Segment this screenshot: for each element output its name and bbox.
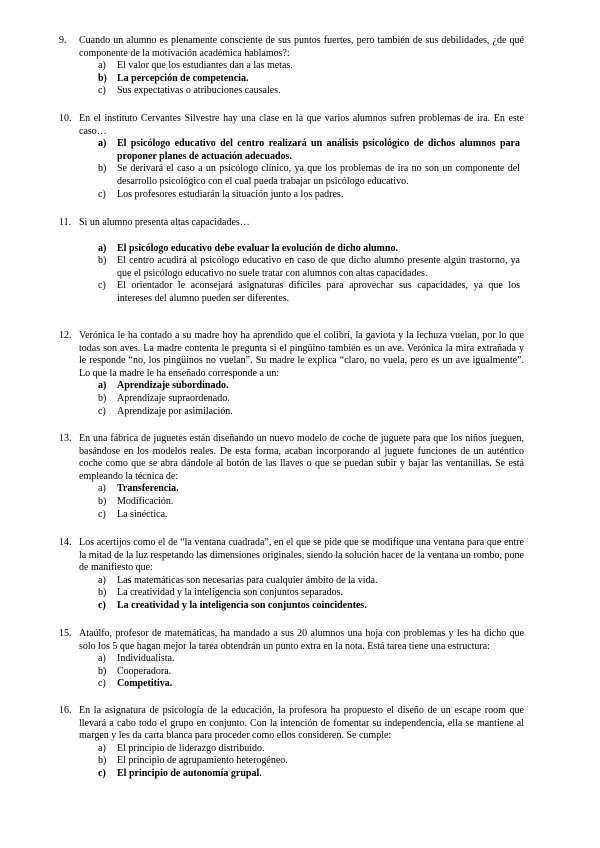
option-b-correct bbox=[62, 73, 524, 86]
option-a-correct bbox=[62, 138, 524, 163]
question-stem: Los acertijos como el de “la ventana cuadrada”, en el que se pide que se modifique una ventana para que entre la mitad de la luz respetando las dimensiones originales, siendo la solución hacer de la ventana un rombo, pone de manifiesto que: bbox=[79, 537, 524, 574]
option-text: Cooperadora. bbox=[117, 665, 172, 677]
question-13 bbox=[59, 433, 524, 521]
option-text: El principio de agrupamiento heterogéneo. bbox=[117, 755, 288, 767]
option-text: Los profesores estudiarán la situación junto a los padres. bbox=[117, 188, 344, 200]
option-c bbox=[62, 280, 524, 305]
option-letter: c) bbox=[98, 405, 106, 417]
option-letter: b) bbox=[98, 72, 107, 84]
option-letter: b) bbox=[98, 163, 107, 175]
option-letter: c) bbox=[98, 678, 106, 690]
question-stem: En el instituto Cervantes Silvestre hay una clase en la que varios alumnos sufren problemas de ira. En este caso… bbox=[79, 113, 524, 137]
question-number: 9. bbox=[59, 35, 67, 46]
option-text: Individualista. bbox=[117, 653, 175, 665]
question-number: 14. bbox=[59, 537, 72, 548]
question-number: 16. bbox=[59, 705, 72, 716]
option-letter: c) bbox=[98, 188, 106, 200]
option-letter: b) bbox=[98, 587, 107, 599]
option-c-correct bbox=[62, 768, 524, 781]
option-b bbox=[62, 666, 524, 679]
option-c bbox=[62, 406, 524, 419]
option-b bbox=[62, 587, 524, 600]
option-text: Modificación. bbox=[117, 495, 174, 507]
option-text: El centro acudirá al psicólogo educativo en caso de que dicho alumno presente algún trastorno, ya que el psicólogo educativo no suele tratar con alumnos con altas capacidades. bbox=[117, 255, 520, 279]
option-a-correct bbox=[62, 243, 524, 256]
options-list bbox=[62, 243, 524, 306]
option-letter: a) bbox=[98, 380, 107, 392]
option-c bbox=[62, 509, 524, 522]
option-b bbox=[62, 496, 524, 509]
question-stem: En una fábrica de juguetes están diseñando un nuevo modelo de coche de juguete para que los niños jueguen, basándose en los modelos reales. De esta forma, acaban incorporando al juguete funciones de un auténtico coche como que se abra dándole al botón de las llaves o que se puedan subir y bajar las ventanillas. Se está empleando la técnica de: bbox=[79, 433, 524, 482]
option-text: La creatividad y la inteligencia son conjuntos separados. bbox=[117, 587, 344, 599]
option-text: El psicólogo educativo del centro realizará un análisis psicológico de dichos alumnos para proponer planes de actuación adecuados. bbox=[117, 138, 520, 162]
question-stem: Ataúlfo, profesor de matemáticas, ha mandado a sus 20 alumnos una hoja con problemas y les ha dicho que solo los 5 que hagan mejor la tarea obtendrán un punto extra en la nota. Está tarea tiene una estructura: bbox=[79, 628, 524, 652]
question-stem: Cuando un alumno es plenamente consciente de sus puntos fuertes, pero también de sus debilidades, ¿de qué componente de la motivación académica hablamos?: bbox=[79, 35, 524, 59]
option-letter: c) bbox=[98, 599, 106, 611]
option-text: Se derivará el caso a un psicólogo clínico, ya que los problemas de ira no son un componente del desarrollo psicológico con el cual pueda trabajar un psicólogo educativo. bbox=[117, 163, 520, 187]
option-text: La sinéctica. bbox=[117, 508, 168, 520]
option-text: Las matemáticas son necesarias para cualquier ámbito de la vida. bbox=[117, 574, 378, 586]
option-text: El orientador le aconsejará asignaturas difíciles para aprovechar sus capacidades, ya que los intereses del alumno pueden ser diferentes. bbox=[117, 280, 520, 304]
option-text: El psicólogo educativo debe evaluar la evolución de dicho alumno. bbox=[117, 242, 398, 254]
option-text: La percepción de competencia. bbox=[117, 72, 249, 84]
option-a bbox=[62, 60, 524, 73]
option-b bbox=[62, 255, 524, 280]
option-c-correct bbox=[62, 600, 524, 613]
option-letter: c) bbox=[98, 508, 106, 520]
options-list bbox=[62, 483, 524, 521]
options-list bbox=[62, 138, 524, 201]
option-b bbox=[62, 393, 524, 406]
option-text: El principio de autonomía grupal. bbox=[117, 767, 262, 779]
option-c-correct bbox=[62, 678, 524, 691]
option-letter: a) bbox=[98, 242, 107, 254]
option-letter: a) bbox=[98, 138, 107, 150]
question-stem: Si un alumno presenta altas capacidades… bbox=[79, 217, 250, 228]
question-10 bbox=[59, 113, 524, 201]
option-letter: a) bbox=[98, 653, 106, 665]
option-text: Aprendizaje subordinado. bbox=[117, 380, 229, 392]
question-number: 15. bbox=[59, 628, 72, 639]
option-letter: a) bbox=[98, 483, 106, 495]
option-a bbox=[62, 653, 524, 666]
question-12 bbox=[59, 330, 524, 418]
option-c bbox=[62, 85, 524, 98]
option-letter: a) bbox=[98, 60, 106, 72]
question-15 bbox=[59, 628, 524, 691]
option-letter: c) bbox=[98, 767, 106, 779]
blank-line bbox=[62, 230, 524, 243]
option-letter: b) bbox=[98, 665, 107, 677]
option-a bbox=[62, 743, 524, 756]
question-16 bbox=[59, 705, 524, 781]
option-text: Aprendizaje por asimilación. bbox=[117, 405, 233, 417]
option-letter: a) bbox=[98, 574, 106, 586]
question-number: 12. bbox=[59, 330, 72, 341]
option-b bbox=[62, 163, 524, 188]
options-list bbox=[62, 653, 524, 691]
option-text: El principio de liderazgo distribuido. bbox=[117, 742, 265, 754]
question-11 bbox=[59, 217, 524, 306]
option-letter: a) bbox=[98, 742, 106, 754]
option-a-correct bbox=[62, 483, 524, 496]
option-letter: b) bbox=[98, 755, 107, 767]
option-letter: c) bbox=[98, 85, 106, 97]
question-number: 11. bbox=[59, 217, 72, 228]
option-a-correct bbox=[62, 380, 524, 393]
question-number: 13. bbox=[59, 433, 72, 444]
option-text: Aprendizaje supraordenado. bbox=[117, 392, 230, 404]
question-stem: Verónica le ha contado a su madre hoy ha aprendido que el colibrí, la gaviota y la lechuza vuelan, por lo que todas son aves. La madre contenta le pregunta si el pingüino también es un ave. Verónica la mira extrañada y le responde “no, los pingüinos no vuelan”. Su madre le explica “claro, no vuela, pero es un ave igualmente”. Lo que la madre le ha enseñado corresponde a un: bbox=[79, 330, 524, 379]
options-list bbox=[62, 743, 524, 781]
option-letter: b) bbox=[98, 255, 107, 267]
option-text: Competitiva. bbox=[117, 678, 173, 690]
question-9 bbox=[59, 35, 524, 98]
option-text: Sus expectativas o atribuciones causales. bbox=[117, 85, 281, 97]
option-text: El valor que los estudiantes dan a las metas. bbox=[117, 60, 293, 72]
option-text: La creatividad y la inteligencia son conjuntos coincidentes. bbox=[117, 599, 367, 611]
question-number: 10. bbox=[59, 113, 72, 124]
option-letter: b) bbox=[98, 392, 107, 404]
option-b bbox=[62, 755, 524, 768]
option-text: Transferencia. bbox=[117, 483, 179, 495]
options-list bbox=[62, 380, 524, 418]
option-c bbox=[62, 189, 524, 202]
option-letter: b) bbox=[98, 495, 107, 507]
option-a bbox=[62, 575, 524, 588]
question-14 bbox=[59, 537, 524, 613]
option-letter: c) bbox=[98, 280, 106, 292]
question-stem: En la asignatura de psicología de la educación, la profesora ha propuesto el diseño de un escape room que llevará a cabo todo el grupo en conjunto. Con la intención de fomentar su independencia, ella se mantiene al margen y les da carta blanca para proceder como ellos consideren. Se cumple: bbox=[79, 705, 524, 742]
options-list bbox=[62, 60, 524, 98]
options-list bbox=[62, 575, 524, 613]
